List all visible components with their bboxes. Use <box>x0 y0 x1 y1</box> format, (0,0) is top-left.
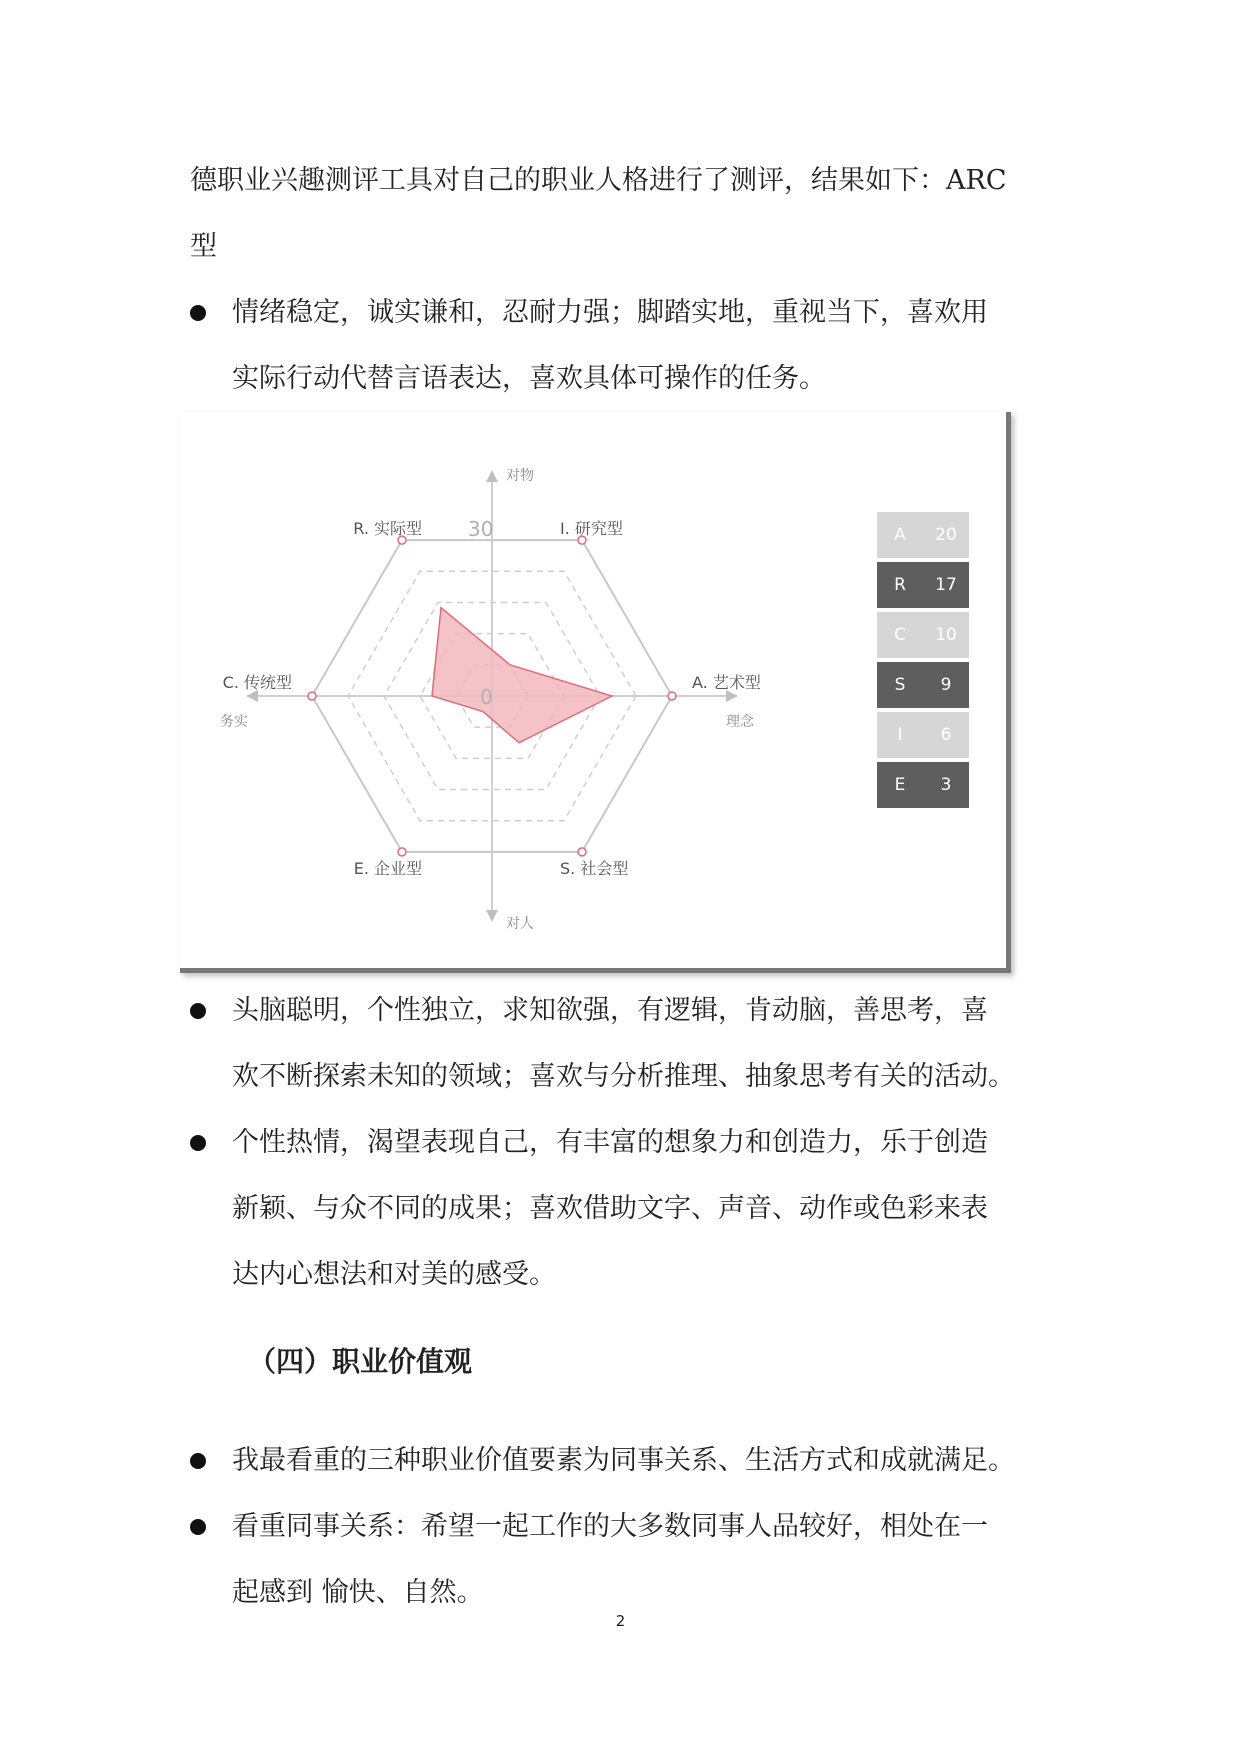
score-value: 6 <box>940 725 952 745</box>
intro-line-2: 型 <box>190 231 217 262</box>
score-row <box>877 612 969 658</box>
bullet-icon <box>190 305 206 321</box>
axis-type-label: C. 传统型 <box>222 673 292 692</box>
radar-vertex-dot <box>308 692 316 700</box>
bullet-line: 情绪稳定，诚实谦和，忍耐力强；脚踏实地，重视当下，喜欢用 <box>232 297 988 328</box>
direction-label-bottom: 对人 <box>506 916 534 932</box>
score-code: I <box>897 725 903 745</box>
bullet-text <box>232 1110 1072 1308</box>
bullet-text <box>232 1494 1072 1626</box>
intro-line-1: 德职业兴趣测评工具对自己的职业人格进行了测评，结果如下：ARC <box>190 165 1007 196</box>
score-code: E <box>894 775 906 795</box>
direction-label-top: 对物 <box>506 468 534 484</box>
score-value: 10 <box>935 625 957 645</box>
score-table <box>877 512 969 812</box>
bullet-text <box>232 1428 1072 1494</box>
axis-type-label: R. 实际型 <box>353 519 422 538</box>
bullet-icon <box>190 1519 206 1535</box>
bullet-icon <box>190 1453 206 1469</box>
axis-type-label: E. 企业型 <box>353 859 422 878</box>
bullet-line: 看重同事关系：希望一起工作的大多数同事人品较好，相处在一 <box>232 1511 988 1542</box>
radar-data-area <box>432 608 612 743</box>
ring-min-label: 0 <box>480 685 493 709</box>
score-code: R <box>894 575 906 595</box>
score-row <box>877 662 969 708</box>
score-row <box>877 712 969 758</box>
score-value: 3 <box>940 775 952 795</box>
radar-vertex-dot <box>398 848 406 856</box>
bullet-line: 我最看重的三种职业价值要素为同事关系、生活方式和成就满足。 <box>232 1445 1015 1476</box>
score-value: 9 <box>940 675 952 695</box>
bullet-icon <box>190 1135 206 1151</box>
score-code: C <box>894 625 906 645</box>
bullet-text <box>232 978 1072 1110</box>
score-value: 20 <box>935 525 957 545</box>
direction-label-right: 理念 <box>726 714 754 730</box>
bullet-line: 欢不断探索未知的领域；喜欢与分析推理、抽象思考有关的活动。 <box>232 1061 1015 1092</box>
bullet-text <box>232 280 1072 412</box>
radar-vertex-dot <box>578 848 586 856</box>
axis-type-label: A. 艺术型 <box>692 673 761 692</box>
score-row <box>877 762 969 808</box>
bullet-line: 达内心想法和对美的感受。 <box>232 1259 556 1290</box>
section-heading: （四）职业价值观 <box>248 1345 473 1378</box>
bullet-line: 头脑聪明，个性独立，求知欲强，有逻辑，肯动脑，善思考，喜 <box>232 995 988 1026</box>
score-code: A <box>894 525 906 545</box>
bullet-line: 新颖、与众不同的成果；喜欢借助文字、声音、动作或色彩来表 <box>232 1193 988 1224</box>
arrow-down-icon <box>486 910 498 922</box>
holland-radar-figure <box>180 412 1011 973</box>
bullet-line: 起感到 愉快、自然。 <box>232 1577 484 1608</box>
score-code: S <box>894 675 906 695</box>
score-value: 17 <box>935 575 957 595</box>
axis-type-label: I. 研究型 <box>560 519 623 538</box>
axis-type-label: S. 社会型 <box>560 859 629 878</box>
score-row <box>877 562 969 608</box>
bullet-icon <box>190 1003 206 1019</box>
ring-max-label: 30 <box>468 517 494 541</box>
score-row <box>877 512 969 558</box>
bullet-line: 实际行动代替言语表达，喜欢具体可操作的任务。 <box>232 363 826 394</box>
radar-vertex-dot <box>668 692 676 700</box>
direction-label-left: 务实 <box>220 714 248 730</box>
page-number: 2 <box>615 1612 626 1630</box>
arrow-up-icon <box>486 470 498 482</box>
bullet-line: 个性热情，渴望表现自己，有丰富的想象力和创造力，乐于创造 <box>232 1127 988 1158</box>
